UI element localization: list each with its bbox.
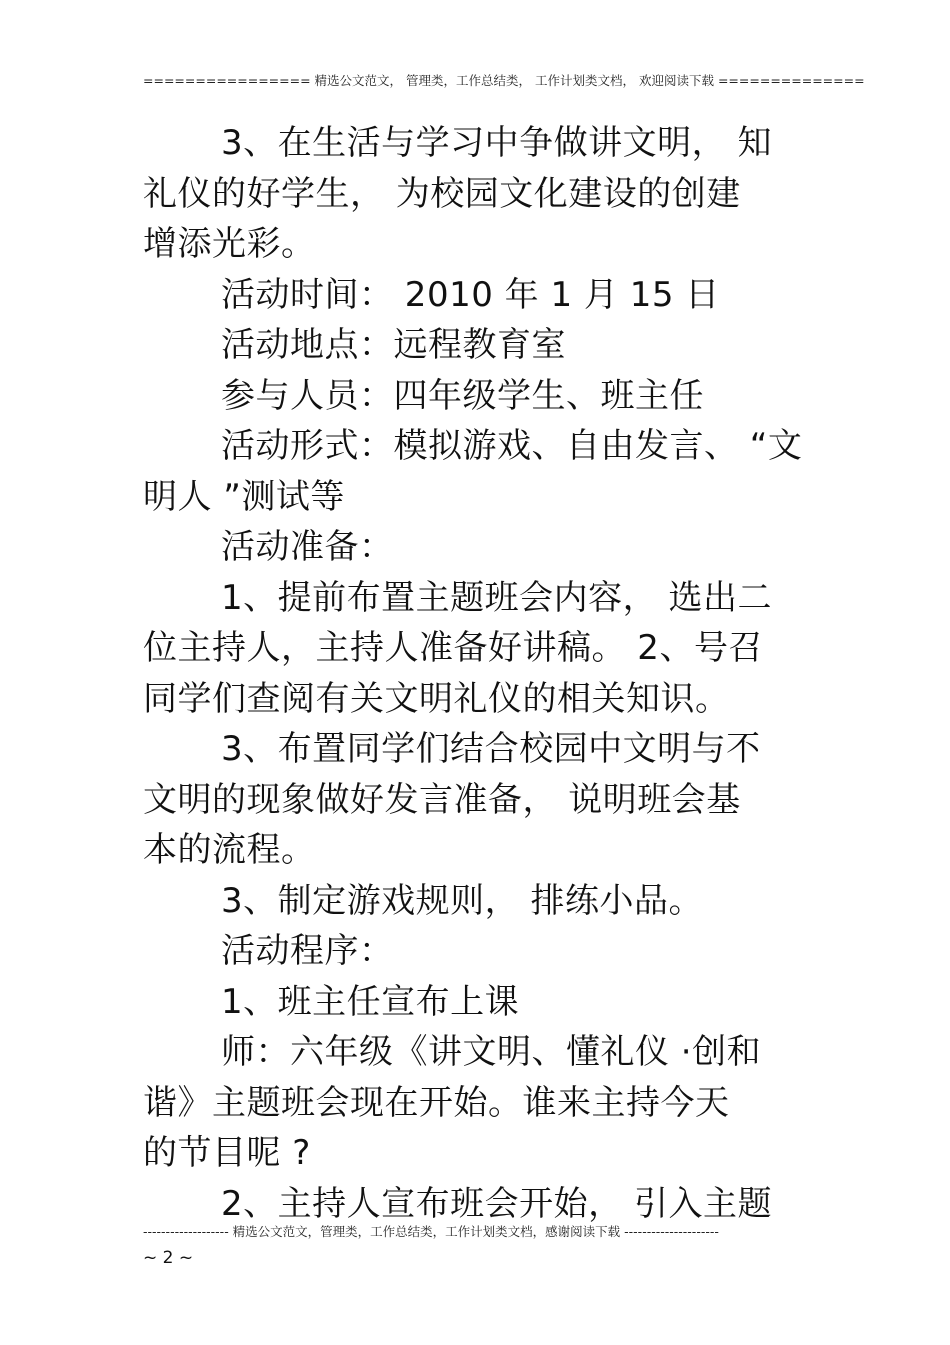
text-line: 位主持人，主持人准备好讲稿。 2、号召 (143, 628, 763, 668)
text-line: 活动准备： (221, 527, 394, 567)
text-line: 活动时间： 2010 年 1 月 15 日 (221, 274, 720, 315)
text-line: 本的流程。 (143, 830, 316, 870)
text-line: 师：六年级《讲文明、懂礼仪 ·创和 (221, 1032, 762, 1072)
text-line: 3、在生活与学习中争做讲文明， 知 (221, 123, 772, 163)
text-line: 明人 ”测试等 (143, 476, 345, 517)
page-number: ~ 2 ~ (143, 1248, 194, 1268)
text-line: 活动形式：模拟游戏、自由发言、 “文 (221, 426, 803, 466)
text-line: 参与人员：四年级学生、班主任 (221, 375, 704, 416)
text-line: 同学们查阅有关文明礼仪的相关知识。 (143, 678, 730, 719)
text-line: 活动地点：远程教育室 (221, 325, 566, 365)
document-body (143, 118, 808, 1229)
text-line: 文明的现象做好发言准备， 说明班会基 (143, 779, 741, 820)
text-line: 3、制定游戏规则， 排练小品。 (221, 880, 703, 921)
text-line: 1、提前布置主题班会内容， 选出二 (221, 577, 772, 618)
text-line: 的节目呢 ? (143, 1133, 311, 1173)
text-line: 增添光彩。 (143, 224, 316, 264)
page-footer: ------------------- 精选公文范文，管理类，工作总结类，工作计划类文档，感谢阅读下载 --------------------- (143, 1224, 719, 1239)
text-line: 2、主持人宣布班会开始， 引入主题 (221, 1183, 772, 1224)
page-header: ================ 精选公文范文， 管理类，工作总结类， 工作计划类文档， 欢迎阅读下载 ============== (143, 73, 865, 88)
text-line: 谐》主题班会现在开始。谁来主持今天 (143, 1082, 730, 1123)
text-line: 1、班主任宣布上课 (221, 981, 520, 1022)
text-line: 3、布置同学们结合校园中文明与不 (221, 729, 761, 769)
text-line: 活动程序： (221, 931, 394, 971)
text-line: 礼仪的好学生， 为校园文化建设的创建 (143, 173, 741, 214)
